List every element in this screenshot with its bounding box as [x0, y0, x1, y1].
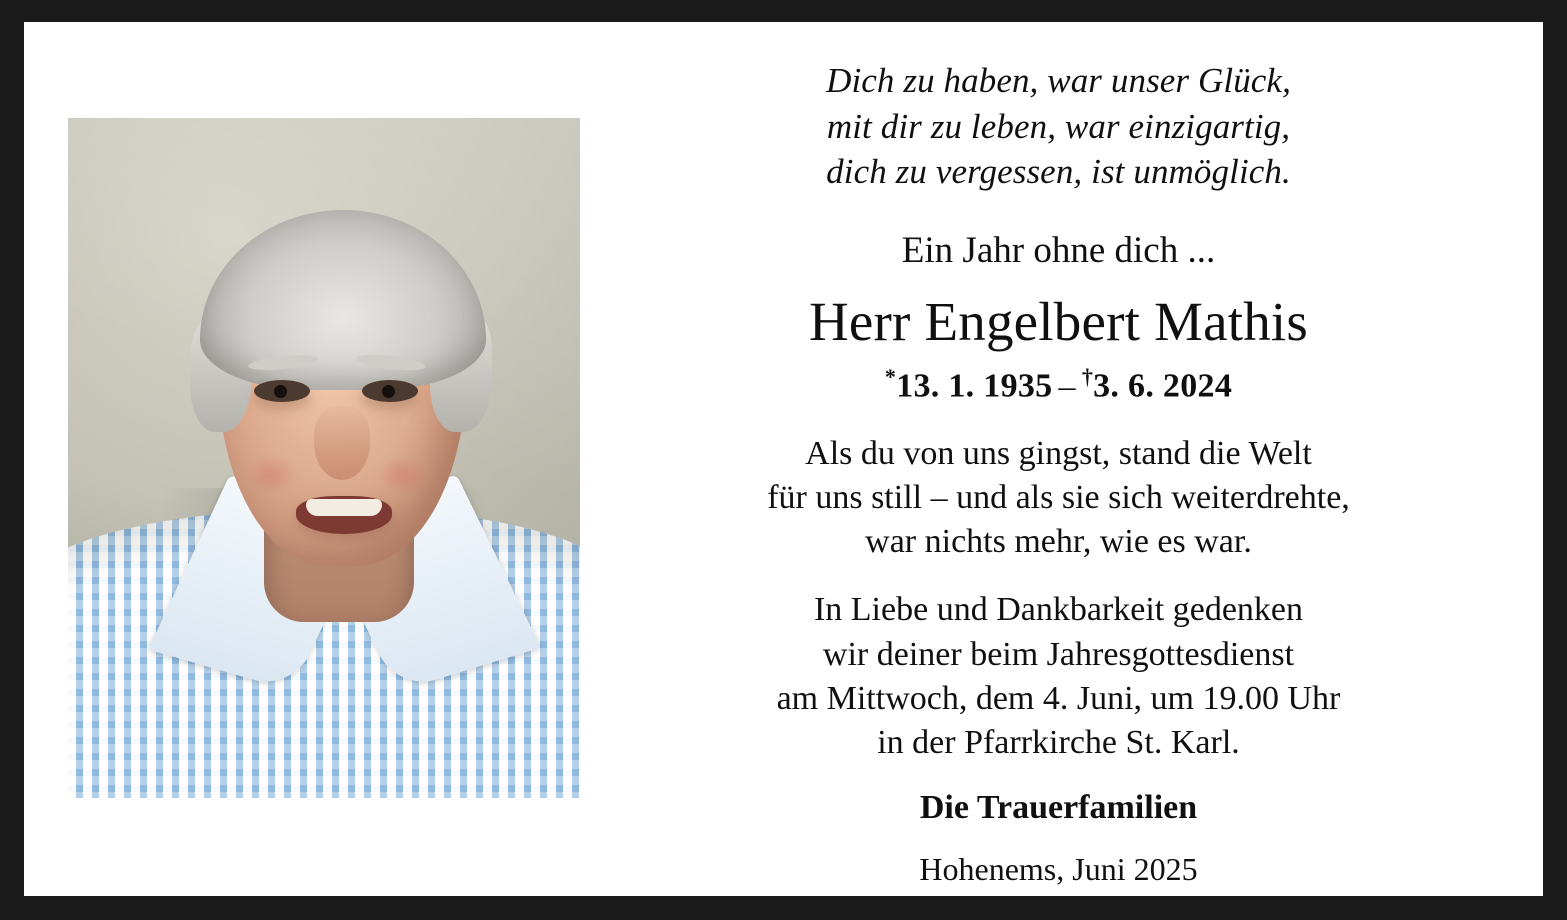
nose [314, 406, 370, 480]
memorial-lead-line: Ein Jahr ohne dich ... [901, 229, 1216, 271]
portrait-column [24, 22, 624, 798]
eye-left [254, 380, 310, 402]
life-dates [634, 364, 1483, 405]
paragraph-1-line-1: Als du von uns gingst, stand die Welt [805, 434, 1312, 472]
mourning-family: Die Trauerfamilien [919, 789, 1198, 827]
deceased-name: Herr Engelbert Mathis [808, 290, 1309, 352]
death-symbol: † [1081, 364, 1094, 390]
dates-separator: – [1058, 367, 1076, 405]
memorial-paragraph-1 [634, 432, 1483, 565]
paragraph-2-line-3: am Mittwoch, dem 4. Juni, um 19.00 Uhr [776, 679, 1341, 717]
portrait-photo [68, 118, 580, 798]
cheek-left [236, 448, 306, 502]
paragraph-2-line-4: in der Pfarrkirche St. Karl. [877, 723, 1240, 761]
death-date: 3. 6. 2024 [1093, 367, 1233, 405]
memorial-paragraph-2 [634, 588, 1483, 765]
opening-verse-line-1: Dich zu haben, war unser Glück, [826, 61, 1291, 100]
birth-symbol: * [884, 364, 897, 390]
opening-verse [634, 58, 1483, 195]
opening-verse-line-3: dich zu vergessen, ist unmöglich. [826, 152, 1291, 191]
paragraph-1-line-2: für uns still – und als sie sich weiterdrehte, [767, 479, 1350, 516]
paragraph-2-line-2: wir deiner beim Jahresgottesdienst [822, 635, 1295, 673]
birth-date: 13. 1. 1935 [896, 367, 1053, 405]
notice-inner [24, 22, 1543, 896]
eye-right [362, 380, 418, 402]
paragraph-1-line-3: war nichts mehr, wie es war. [865, 523, 1252, 561]
place-and-date: Hohenems, Juni 2025 [919, 851, 1198, 888]
teeth [306, 499, 382, 516]
paragraph-2-line-1: In Liebe und Dankbarkeit gedenken [813, 591, 1304, 629]
cheek-right [368, 448, 438, 502]
opening-verse-line-2: mit dir zu leben, war einzigartig, [826, 106, 1291, 146]
text-column [624, 22, 1543, 888]
